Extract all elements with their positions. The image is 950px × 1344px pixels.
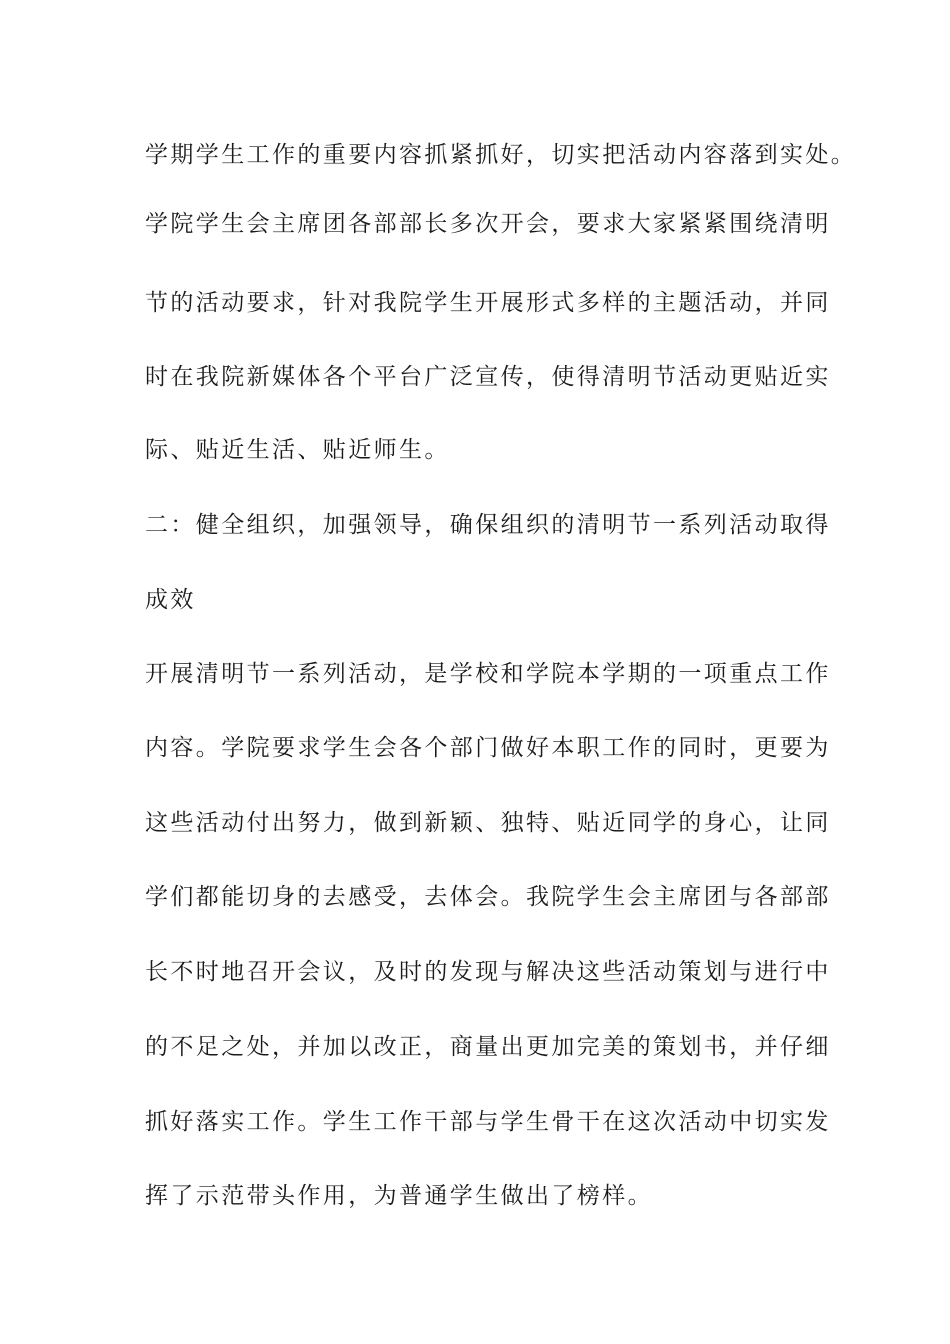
- paragraph-line: 节的活动要求，针对我院学生开展形式多样的主题活动，并同: [145, 290, 831, 316]
- paragraph-line: 开展清明节一系列活动，是学校和学院本学期的一项重点工作: [145, 661, 831, 687]
- paragraph-line: 抓好落实工作。学生工作干部与学生骨干在这次活动中切实发: [145, 1109, 831, 1135]
- paragraph-line: 这些活动付出努力，做到新颖、独特、贴近同学的身心，让同: [145, 810, 831, 836]
- section-heading: 成效: [145, 587, 196, 613]
- paragraph-line: 的不足之处，并加以改正，商量出更加完美的策划书，并仔细: [145, 1034, 831, 1060]
- paragraph-line: 际、贴近生活、贴近师生。: [145, 437, 450, 463]
- paragraph-line: 学院学生会主席团各部部长多次开会，要求大家紧紧围绕清明: [145, 211, 831, 237]
- section-heading: 二：健全组织，加强领导，确保组织的清明节一系列活动取得: [145, 512, 831, 538]
- paragraph-line: 挥了示范带头作用，为普通学生做出了榜样。: [145, 1183, 653, 1209]
- paragraph-line: 时在我院新媒体各个平台广泛宣传，使得清明节活动更贴近实: [145, 364, 831, 390]
- paragraph-line: 内容。学院要求学生会各个部门做好本职工作的同时，更要为: [145, 735, 831, 761]
- paragraph-line: 学期学生工作的重要内容抓紧抓好，切实把活动内容落到实处。: [145, 142, 857, 168]
- paragraph-line: 长不时地召开会议，及时的发现与解决这些活动策划与进行中: [145, 959, 831, 985]
- paragraph-line: 学们都能切身的去感受，去体会。我院学生会主席团与各部部: [145, 884, 831, 910]
